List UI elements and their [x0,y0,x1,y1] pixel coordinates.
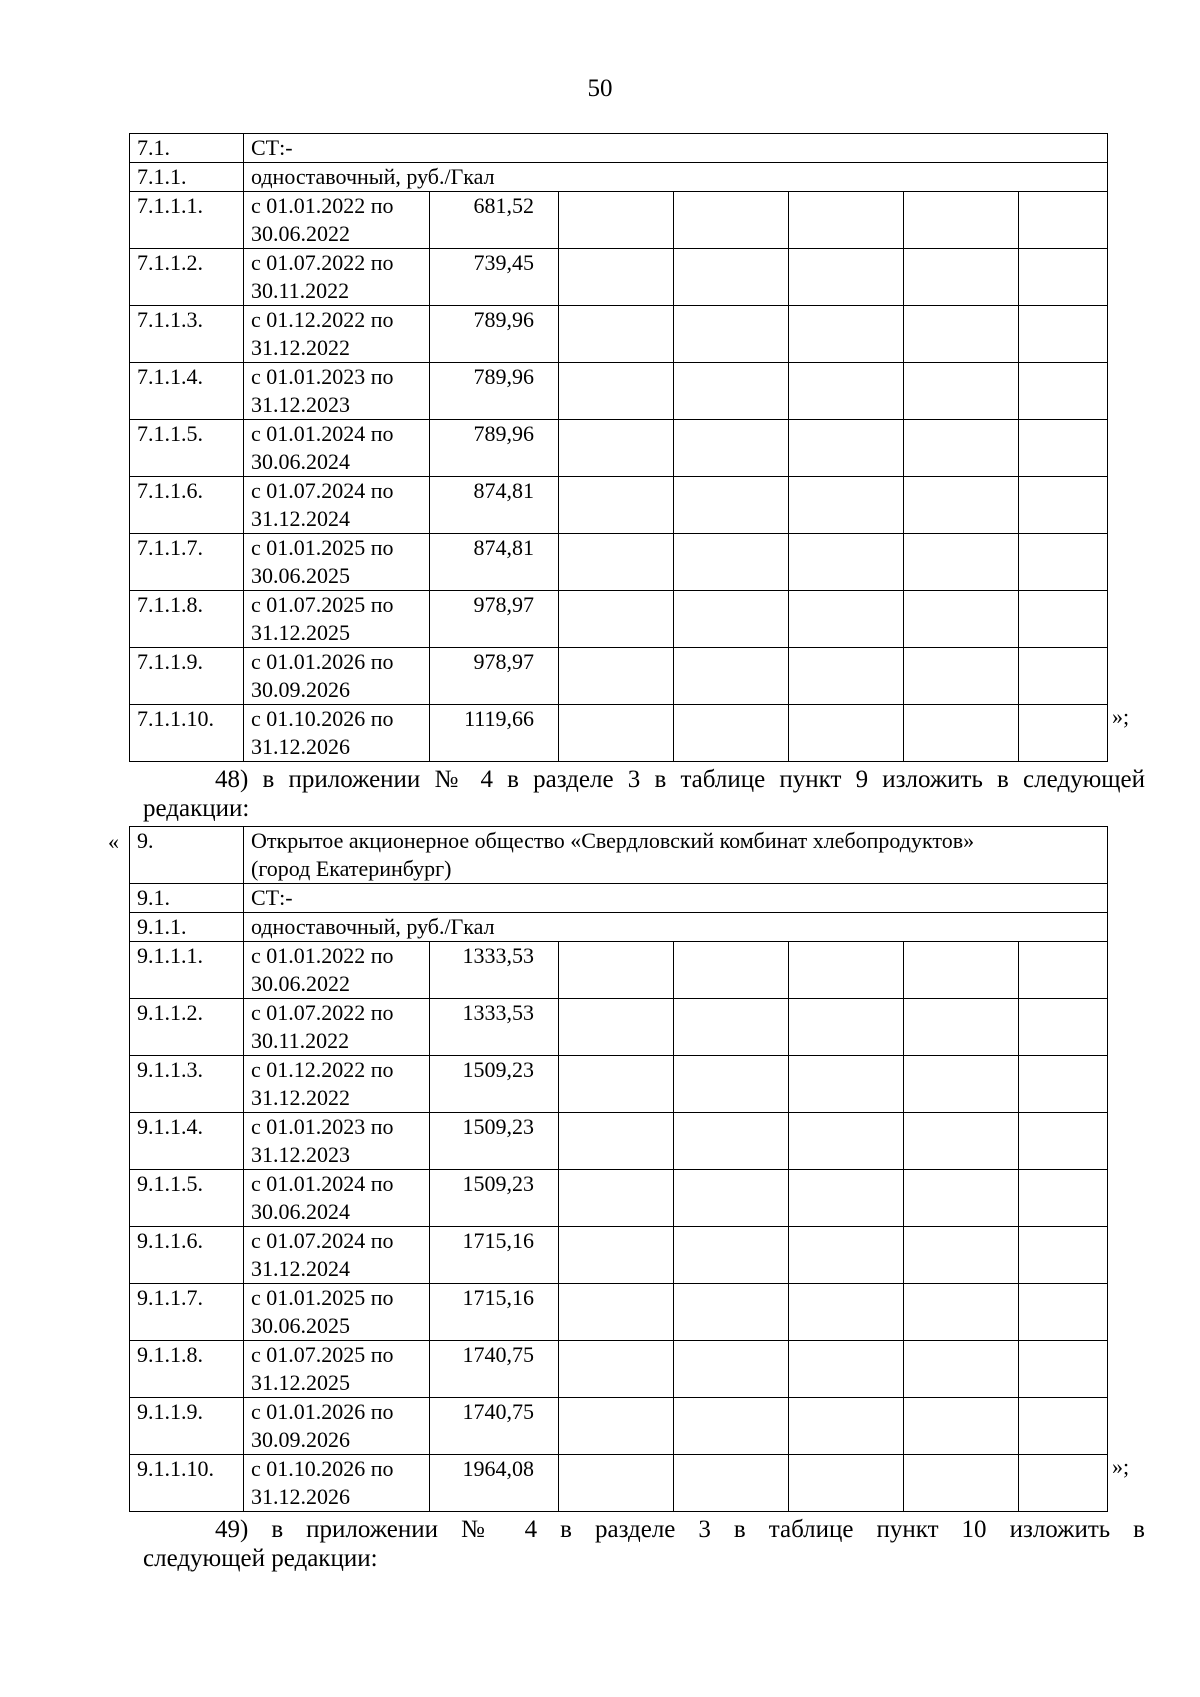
period-end: 31.12.2023 [251,1142,350,1167]
empty-cell [789,999,904,1056]
period-start: с 01.12.2022 по [251,1057,394,1082]
tariff-value: 1119,66 [430,705,559,762]
period-start: с 01.07.2022 по [251,1000,394,1025]
row-number: 9.1.1. [130,913,244,942]
row-number: 9.1.1.4. [130,1113,244,1170]
period-range [244,648,430,705]
period-start: с 01.01.2022 по [251,193,394,218]
amendment-paragraph-49 [143,1515,1145,1573]
empty-cell [674,420,789,477]
period-end: 30.06.2024 [251,1199,350,1224]
period-start: с 01.01.2026 по [251,649,394,674]
tariff-value: 874,81 [430,477,559,534]
empty-cell [674,192,789,249]
period-start: с 01.10.2026 по [251,1456,394,1481]
row-number: 7.1.1.2. [130,249,244,306]
row-number: 7.1.1.9. [130,648,244,705]
empty-cell [904,363,1019,420]
period-start: с 01.07.2024 по [251,1228,394,1253]
empty-cell [674,1455,789,1512]
row-number: 9.1.1.3. [130,1056,244,1113]
empty-cell [904,1284,1019,1341]
period-row [130,363,1108,420]
period-end: 30.11.2022 [251,278,350,303]
period-row [130,420,1108,477]
period-start: с 01.01.2023 по [251,1114,394,1139]
row-number: 9.1. [130,884,244,913]
empty-cell [1019,942,1108,999]
empty-cell [559,477,674,534]
row-number: 9.1.1.5. [130,1170,244,1227]
row-text: СТ:- [244,134,1108,163]
period-range [244,192,430,249]
period-row [130,1284,1108,1341]
empty-cell [1019,1398,1108,1455]
opening-quote-mark: « [108,829,119,854]
tariff-value: 1740,75 [430,1398,559,1455]
empty-cell [904,192,1019,249]
amendment-paragraph-48 [143,765,1145,823]
period-start: с 01.01.2025 по [251,1285,394,1310]
period-row [130,1113,1108,1170]
empty-cell [1019,1284,1108,1341]
empty-cell [559,192,674,249]
closing-quote-mark: »; [1112,704,1130,729]
tariff-value: 789,96 [430,420,559,477]
empty-cell [904,1170,1019,1227]
empty-cell [904,648,1019,705]
tariff-value: 874,81 [430,534,559,591]
row-number: 7.1.1.6. [130,477,244,534]
period-end: 31.12.2025 [251,1370,350,1395]
tariff-value: 1715,16 [430,1284,559,1341]
row-text: одноставочный, руб./Гкал [244,163,1108,192]
empty-cell [559,1113,674,1170]
tariff-value: 1509,23 [430,1056,559,1113]
empty-cell [904,306,1019,363]
tariff-table-item-7 [129,133,1108,762]
tariff-value: 681,52 [430,192,559,249]
empty-cell [559,1056,674,1113]
row-number: 9.1.1.8. [130,1341,244,1398]
tariff-value: 1333,53 [430,942,559,999]
period-end: 30.09.2026 [251,677,350,702]
empty-cell [789,1227,904,1284]
tariff-value: 1715,16 [430,1227,559,1284]
period-range [244,1284,430,1341]
empty-cell [904,1056,1019,1113]
row-number: 9.1.1.6. [130,1227,244,1284]
period-end: 31.12.2022 [251,335,350,360]
period-range [244,942,430,999]
period-row [130,1455,1108,1512]
period-end: 31.12.2025 [251,620,350,645]
period-range [244,477,430,534]
period-end: 30.06.2022 [251,971,350,996]
period-range [244,999,430,1056]
empty-cell [904,705,1019,762]
empty-cell [789,420,904,477]
empty-cell [789,534,904,591]
row-number: 9.1.1.2. [130,999,244,1056]
period-start: с 01.01.2022 по [251,943,394,968]
period-end: 31.12.2024 [251,1256,350,1281]
period-end: 30.06.2024 [251,449,350,474]
empty-cell [1019,999,1108,1056]
period-row [130,648,1108,705]
period-range [244,1455,430,1512]
period-start: с 01.12.2022 по [251,307,394,332]
period-row [130,1170,1108,1227]
empty-cell [1019,1341,1108,1398]
period-end: 30.06.2025 [251,1313,350,1338]
empty-cell [674,999,789,1056]
empty-cell [789,363,904,420]
row-number: 7.1.1.10. [130,705,244,762]
empty-cell [674,1341,789,1398]
empty-cell [1019,1227,1108,1284]
period-row [130,306,1108,363]
empty-cell [1019,420,1108,477]
empty-cell [789,648,904,705]
period-row [130,705,1108,762]
period-range [244,1170,430,1227]
empty-cell [559,363,674,420]
period-start: с 01.10.2026 по [251,706,394,731]
period-range [244,1056,430,1113]
tariff-value: 1509,23 [430,1113,559,1170]
empty-cell [904,999,1019,1056]
row-number: 7.1.1.8. [130,591,244,648]
tariff-value: 978,97 [430,648,559,705]
empty-cell [789,249,904,306]
tariff-table-item-9 [129,826,1108,1512]
empty-cell [674,363,789,420]
row-number: 7.1.1.4. [130,363,244,420]
empty-cell [559,420,674,477]
period-row [130,1341,1108,1398]
period-end: 30.09.2026 [251,1427,350,1452]
empty-cell [674,591,789,648]
empty-cell [1019,306,1108,363]
empty-cell [1019,534,1108,591]
period-range [244,1341,430,1398]
table-row [130,134,1108,163]
row-number: 9. [130,827,244,884]
empty-cell [674,534,789,591]
period-range [244,705,430,762]
empty-cell [1019,1170,1108,1227]
empty-cell [674,648,789,705]
empty-cell [674,705,789,762]
period-row [130,1398,1108,1455]
tariff-value: 1509,23 [430,1170,559,1227]
empty-cell [904,477,1019,534]
empty-cell [1019,192,1108,249]
empty-cell [1019,1113,1108,1170]
empty-cell [559,648,674,705]
table-row [130,884,1108,913]
empty-cell [1019,477,1108,534]
empty-cell [559,1398,674,1455]
period-range [244,306,430,363]
empty-cell [674,1056,789,1113]
empty-cell [674,1398,789,1455]
period-row [130,534,1108,591]
paragraph-line: следующей редакции: [143,1545,378,1572]
period-range [244,1398,430,1455]
tariff-value: 789,96 [430,306,559,363]
empty-cell [559,1170,674,1227]
period-start: с 01.07.2022 по [251,250,394,275]
empty-cell [789,1341,904,1398]
empty-cell [789,1284,904,1341]
empty-cell [904,534,1019,591]
empty-cell [1019,648,1108,705]
row-number: 7.1. [130,134,244,163]
organization-name [244,827,1108,884]
period-range [244,534,430,591]
empty-cell [674,306,789,363]
period-row [130,192,1108,249]
empty-cell [674,1284,789,1341]
closing-quote-mark: »; [1112,1454,1130,1479]
period-row [130,591,1108,648]
period-end: 31.12.2026 [251,1484,350,1509]
period-row [130,942,1108,999]
empty-cell [559,1227,674,1284]
period-end: 30.06.2022 [251,221,350,246]
period-row [130,477,1108,534]
period-row [130,1056,1108,1113]
table-row [130,163,1108,192]
empty-cell [789,591,904,648]
row-number: 9.1.1.1. [130,942,244,999]
empty-cell [559,1284,674,1341]
table-row [130,913,1108,942]
tariff-value: 739,45 [430,249,559,306]
empty-cell [1019,1455,1108,1512]
empty-cell [559,591,674,648]
empty-cell [789,942,904,999]
period-start: с 01.01.2024 по [251,1171,394,1196]
empty-cell [789,705,904,762]
period-start: с 01.01.2023 по [251,364,394,389]
empty-cell [674,1113,789,1170]
organization-name-line: Открытое акционерное общество «Свердловский комбинат хлебопродуктов» [251,828,975,853]
period-start: с 01.01.2026 по [251,1399,394,1424]
empty-cell [789,1056,904,1113]
period-end: 30.11.2022 [251,1028,350,1053]
empty-cell [559,942,674,999]
organization-city-line: (город Екатеринбург) [251,856,452,881]
row-number: 7.1.1.5. [130,420,244,477]
empty-cell [1019,591,1108,648]
period-range [244,591,430,648]
empty-cell [559,705,674,762]
empty-cell [1019,249,1108,306]
empty-cell [559,306,674,363]
empty-cell [789,192,904,249]
empty-cell [674,249,789,306]
row-number: 9.1.1.7. [130,1284,244,1341]
row-number: 7.1.1. [130,163,244,192]
empty-cell [789,1113,904,1170]
empty-cell [789,1455,904,1512]
empty-cell [559,1341,674,1398]
empty-cell [904,1341,1019,1398]
empty-cell [904,1227,1019,1284]
paragraph-line: 48) в приложении № 4 в разделе 3 в таблице пункт 9 изложить в следующей [215,766,1145,793]
empty-cell [1019,705,1108,762]
period-start: с 01.07.2025 по [251,1342,394,1367]
period-row [130,249,1108,306]
empty-cell [789,477,904,534]
row-number: 9.1.1.10. [130,1455,244,1512]
empty-cell [559,249,674,306]
empty-cell [674,477,789,534]
period-start: с 01.01.2025 по [251,535,394,560]
period-end: 31.12.2024 [251,506,350,531]
tariff-value: 1740,75 [430,1341,559,1398]
empty-cell [674,1170,789,1227]
period-range [244,1113,430,1170]
tariff-value: 1333,53 [430,999,559,1056]
empty-cell [1019,363,1108,420]
row-text: СТ:- [244,884,1108,913]
empty-cell [904,420,1019,477]
row-number: 7.1.1.1. [130,192,244,249]
paragraph-line: редакции: [143,795,250,822]
tariff-value: 789,96 [430,363,559,420]
period-end: 31.12.2022 [251,1085,350,1110]
empty-cell [904,249,1019,306]
empty-cell [904,1455,1019,1512]
period-range [244,363,430,420]
empty-cell [789,1398,904,1455]
tariff-value: 978,97 [430,591,559,648]
page-number: 50 [587,75,613,102]
period-end: 31.12.2023 [251,392,350,417]
period-row [130,999,1108,1056]
period-start: с 01.01.2024 по [251,421,394,446]
empty-cell [789,1170,904,1227]
row-text: одноставочный, руб./Гкал [244,913,1108,942]
empty-cell [789,306,904,363]
period-end: 30.06.2025 [251,563,350,588]
period-start: с 01.07.2025 по [251,592,394,617]
period-row [130,1227,1108,1284]
period-range [244,1227,430,1284]
row-number: 9.1.1.9. [130,1398,244,1455]
empty-cell [559,1455,674,1512]
empty-cell [674,942,789,999]
empty-cell [1019,1056,1108,1113]
empty-cell [904,1398,1019,1455]
paragraph-line: 49) в приложении № 4 в разделе 3 в таблице пункт 10 изложить в [215,1516,1145,1543]
empty-cell [904,942,1019,999]
period-range [244,249,430,306]
empty-cell [904,1113,1019,1170]
empty-cell [559,534,674,591]
period-range [244,420,430,477]
table-row-header [130,827,1108,884]
empty-cell [674,1227,789,1284]
empty-cell [559,999,674,1056]
tariff-value: 1964,08 [430,1455,559,1512]
row-number: 7.1.1.3. [130,306,244,363]
row-number: 7.1.1.7. [130,534,244,591]
period-start: с 01.07.2024 по [251,478,394,503]
empty-cell [904,591,1019,648]
period-end: 31.12.2026 [251,734,350,759]
